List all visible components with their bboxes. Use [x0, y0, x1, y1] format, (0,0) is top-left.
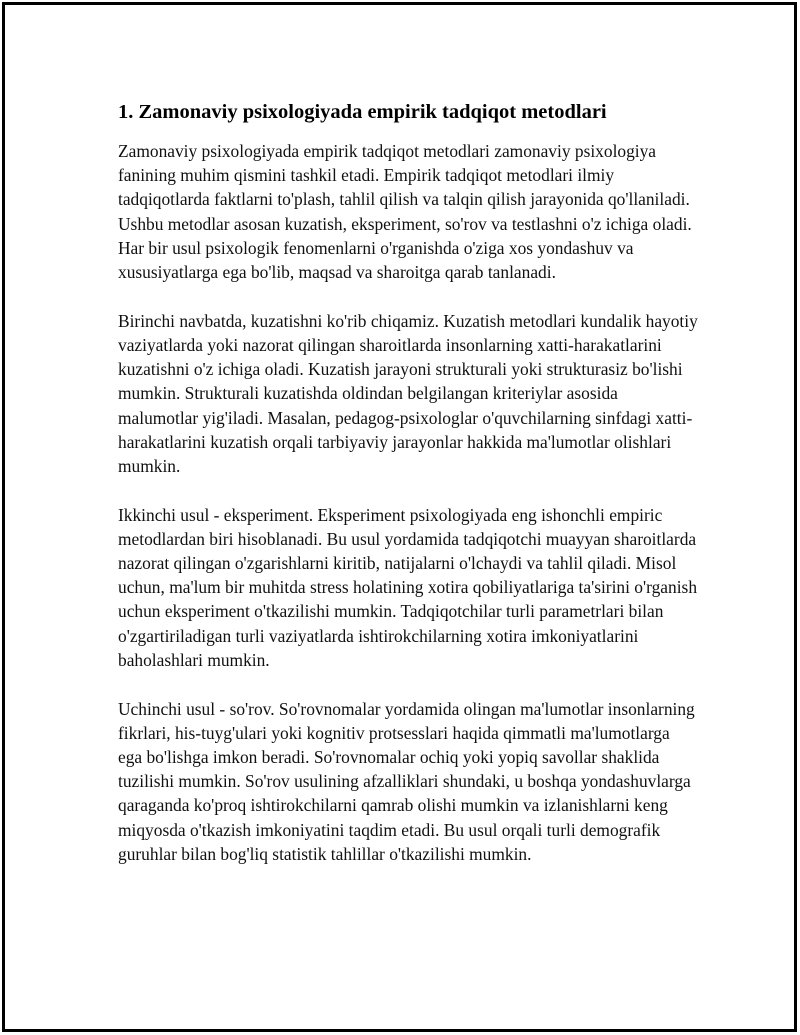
page-frame	[2, 2, 797, 1032]
document-body	[118, 99, 698, 890]
paragraph-intro: Zamonaviy psixologiyada empirik tadqiqot metodlari zamonaviy psixologiya fanining muhim qismini tashkil etadi. Empirik tadqiqot metodlari ilmiy tadqiqotlarda faktlarni to'plash, tahlil qilish va talqin qilish jarayonida qo'llaniladi. Ushbu metodlar asosan kuzatish, eksperiment, so'rov va testlashni o'z ichiga oladi. Har bir usul psixologik fenomenlarni o'rganishda o'ziga xos yondashuv va xususiyatlarga ega bo'lib, maqsad va sharoitga qarab tanlanadi.	[118, 141, 692, 283]
section-heading: 1. Zamonaviy psixologiyada empirik tadqiqot metodlari	[118, 101, 607, 123]
paragraph-survey: Uchinchi usul - so'rov. So'rovnomalar yordamida olingan ma'lumotlar insonlarning fikrlari, his-tuyg'ulari yoki kognitiv protsesslari haqida qimmatli ma'lumotlarga ega bo'lishga imkon beradi. So'rovnomalar ochiq yoki yopiq savollar shaklida tuzilishi mumkin. So'rov usulining afzalliklari shundaki, u boshqa yondashuvlarga qaraganda ko'proq ishtirokchilarni qamrab olishi mumkin va izlanishlarni keng miqyosda o'tkazish imkoniyatini taqdim etadi. Bu usul orqali turli demografik guruhlar bilan bog'liq statistik tahlillar o'tkazilishi mumkin.	[118, 698, 695, 864]
paragraph-experiment: Ikkinchi usul - eksperiment. Eksperiment psixologiyada eng ishonchli empiric metodlardan biri hisoblanadi. Bu usul yordamida tadqiqotchi muayyan sharoitlarda nazorat qilingan o'zgarishlarni kiritib, natijalarni o'lchaydi va tahlil qiladi. Misol uchun, ma'lum bir muhitda stress holatining xotira qobiliyatlariga ta'sirini o'rganish uchun eksperiment o'tkazilishi mumkin. Tadqiqotchilar turli parametrlari bilan o'zgartiriladigan turli vaziyatlarda ishtirokchilarning xotira imkoniyatlarini baholashlari mumkin.	[118, 504, 698, 670]
paragraph-observation: Birinchi navbatda, kuzatishni ko'rib chiqamiz. Kuzatish metodlari kundalik hayotiy vaziyatlarda yoki nazorat qilingan sharoitlarda insonlarning xatti-harakatlarini kuzatishni o'z ichiga oladi. Kuzatish jarayoni strukturali yoki strukturasiz bo'lishi mumkin. Strukturali kuzatishda oldindan belgilangan kriteriylar asosida malumotlar yig'iladi. Masalan, pedagog-psixologlar o'quvchilarning sinfdagi xatti-harakatlarini kuzatish orqali tarbiyaviy jarayonlar hakkida ma'lumotlar olishlari mumkin.	[118, 310, 698, 476]
